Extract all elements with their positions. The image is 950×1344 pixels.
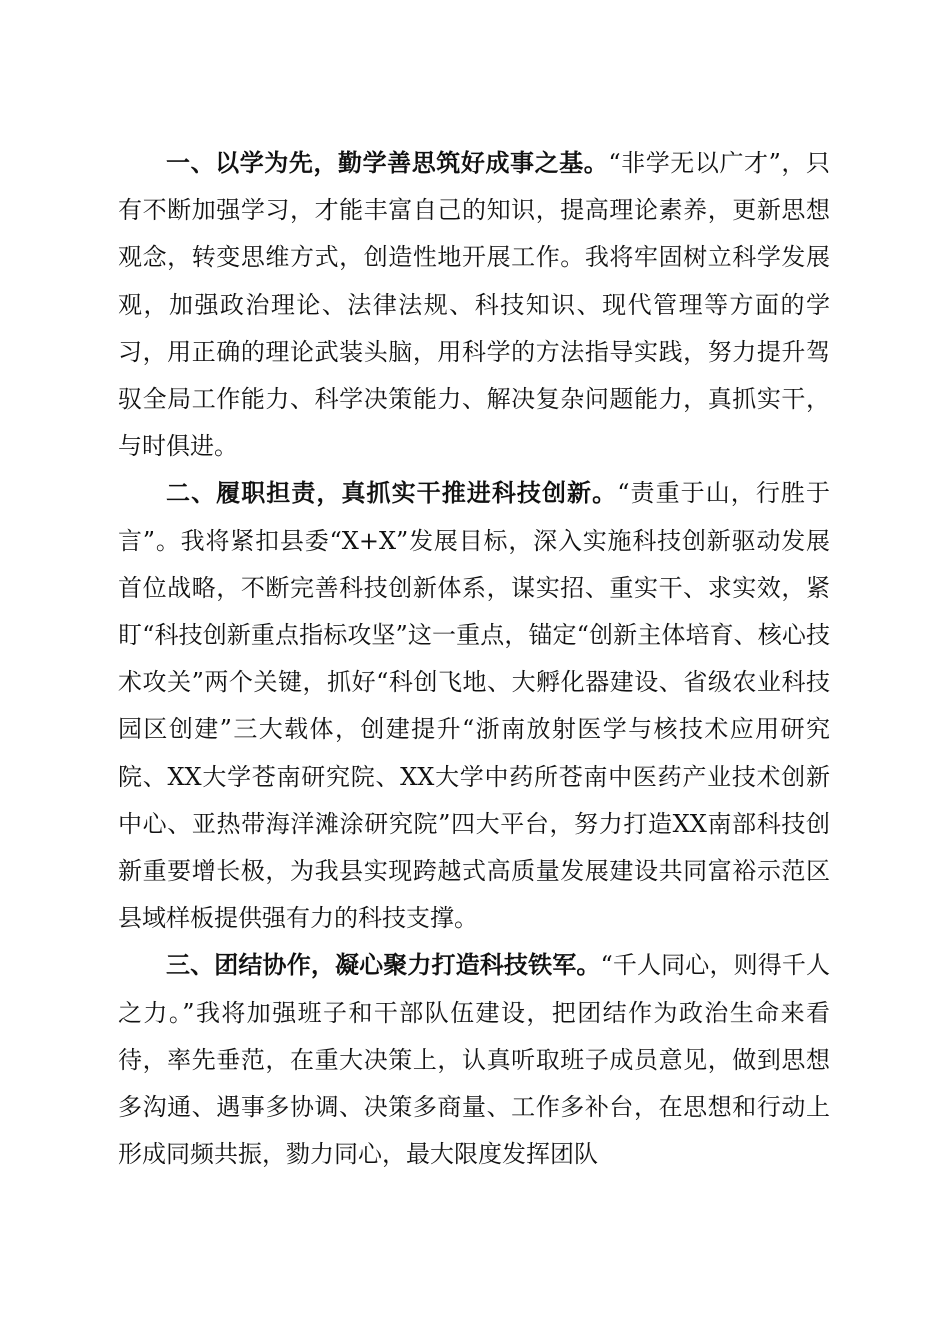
paragraph-2 [118, 470, 830, 942]
paragraph-1-heading: 一、以学为先，勤学善思筑好成事之基。 [166, 149, 609, 177]
paragraph-3-heading: 三、团结协作，凝心聚力打造科技铁军。 [166, 951, 601, 980]
paragraph-1 [118, 140, 830, 470]
document-body [118, 140, 830, 1178]
paragraph-3 [118, 942, 830, 1178]
paragraph-1-text: “非学无以广才”，只有不断加强学习，才能丰富自己的知识，提高理论素养，更新思想观念，转变思维方式，创造性地开展工作。我将牢固树立科学发展观，加强政治理论、法律法规、科技知识、现代管理等方面的学习，用正确的理论武装头脑，用科学的方法指导实践，努力提升驾驭全局工作能力、科学决策能力、解决复杂问题能力，真抓实干，与时俱进。 [118, 149, 831, 461]
paragraph-3-text: “千人同心，则得千人之力。”我将加强班子和干部队伍建设，把团结作为政治生命来看待，率先垂范，在重大决策上，认真听取班子成员意见，做到思想多沟通、遇事多协调、决策多商量、工作多补台，在思想和行动上形成同频共振，勠力同心，最大限度发挥团队 [118, 951, 830, 1169]
paragraph-2-heading: 二、履职担责，真抓实干推进科技创新。 [166, 479, 618, 508]
paragraph-2-text: “责重于山，行胜于言”。我将紧扣县委“X+X”发展目标，深入实施科技创新驱动发展首位战略，不断完善科技创新体系，谋实招、重实干、求实效，紧盯“科技创新重点指标攻坚”这一重点，锚定“创新主体培育、核心技术攻关”两个关键，抓好“科创飞地、大孵化器建设、省级农业科技园区创建”三大载体，创建提升“浙南放射医学与核技术应用研究院、XX大学苍南研究院、XX大学中药所苍南中医药产业技术创新中心、亚热带海洋滩涂研究院”四大平台，努力打造XX南部科技创新重要增长极，为我县实现跨越式高质量发展建设共同富裕示范区县域样板提供强有力的科技支撑。 [118, 479, 831, 933]
